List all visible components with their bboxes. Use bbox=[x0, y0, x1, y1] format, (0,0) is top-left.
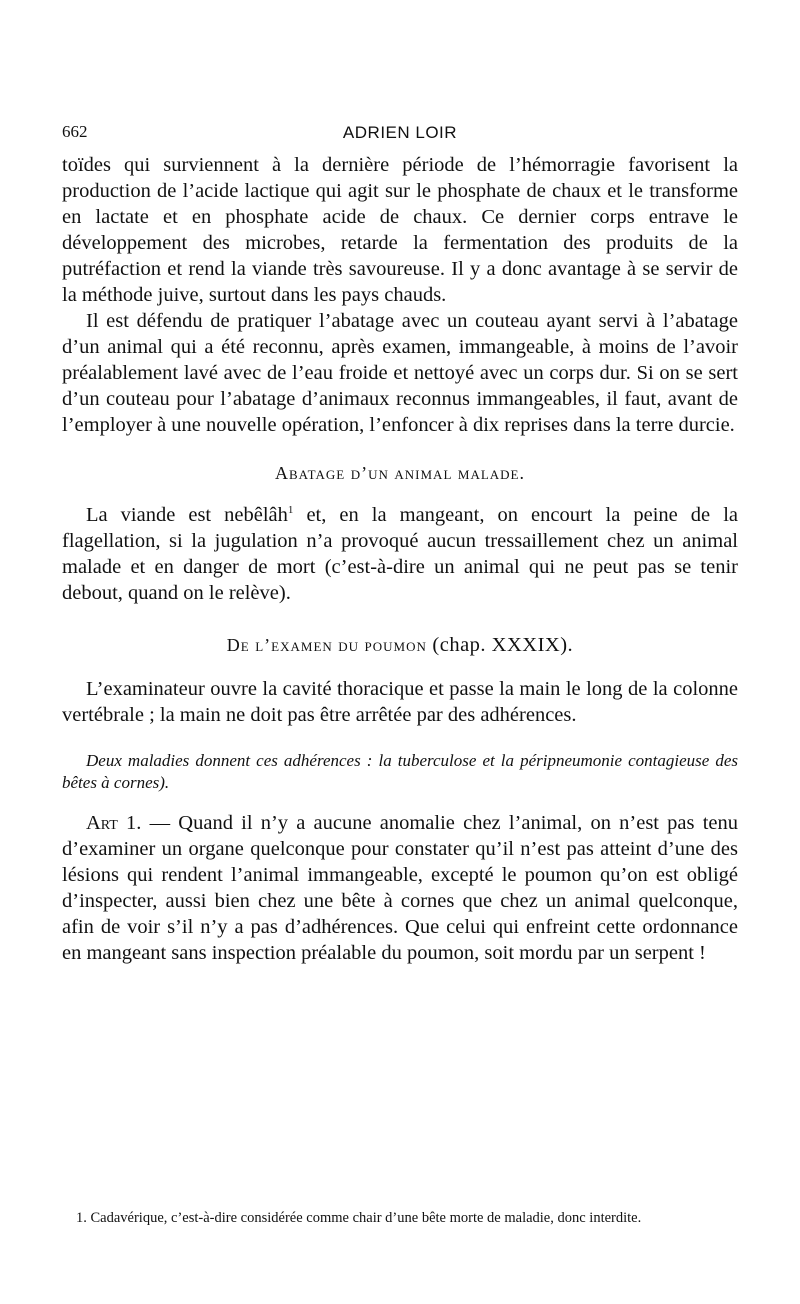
page-header bbox=[62, 118, 738, 152]
section-title-lung-exam bbox=[62, 632, 738, 658]
italic-note: Deux maladies donnent ces adhérences : la tuberculose et la péripneumonie contagieuse des bêtes à cornes). bbox=[62, 751, 738, 792]
footnote-reference[interactable]: 1 bbox=[287, 504, 294, 517]
article-1 bbox=[62, 810, 738, 966]
article-label: Art 1. bbox=[86, 812, 142, 834]
footnote-text: Cadavérique, c’est-à-dire considérée comme chair d’une bête morte de maladie, donc interdite. bbox=[86, 1210, 642, 1226]
paragraph-continuation: toïdes qui surviennent à la dernière période de l’hémorragie favorisent la production de l’acide lactique qui agit sur le phosphate de chaux et le transforme en lactate et en phosphate acide de chaux. Ce dernier corps entrave le développement des microbes, retarde la fermentation des produits de la putréfaction et rend la viande très savoureuse. Il y a donc avantage à se servir de la méthode juive, surtout dans les pays chauds. bbox=[62, 154, 738, 306]
nebelah-text-end: et, en la mangeant, on encourt la peine de la flagellation, si la jugulation n’a provoqué aucun tressaillement chez un animal malade et en danger de mort (c’est-à-dire un animal qui ne peut pas se tenir debout, quand on le relève). bbox=[62, 504, 738, 604]
section-title-lung-exam-text: De l’examen du poumon bbox=[226, 635, 427, 655]
section-title-sick-animal: Abatage d’un animal malade. bbox=[275, 463, 525, 483]
paragraph-knife-rule: Il est défendu de pratiquer l’abatage avec un couteau ayant servi à l’abatage d’un animal qui a été reconnu, après examen, immangeable, à moins de l’avoir préalablement lavé avec de l’eau froide et nettoyé avec un corps dur. Si on se sert d’un couteau pour l’abatage d’animaux reconnus immangeables, il faut, avant de l’employer à une nouvelle opération, l’enfoncer à dix reprises dans la terre durcie. bbox=[62, 310, 738, 436]
running-head: ADRIEN LOIR bbox=[342, 123, 458, 142]
chapter-reference: (chap. XXXIX). bbox=[432, 634, 574, 656]
article-text: — Quand il n’y a aucune anomalie chez l’animal, on n’est pas tenu d’examiner un organe quelconque pour constater qu’il n’est pas atteint d’une des lésions qui rendent l’animal immangeable, excepté le poumon qu’on est obligé d’inspecter, aussi bien chez une bête à cornes que chez un animal quelconque, afin de voir s’il n’y a pas d’adhérences. Que celui qui enfreint cette ordonnance en mangeant sans inspection préalable du poumon, soit mordu par un serpent ! bbox=[62, 812, 738, 964]
footnote-marker: 1. bbox=[76, 1210, 87, 1226]
page-number: 662 bbox=[62, 122, 88, 141]
footnote bbox=[62, 1210, 738, 1227]
nebelah-text-start: La viande est nebêlâh bbox=[86, 504, 288, 526]
paragraph-nebelah bbox=[62, 502, 738, 606]
paragraph-examiner: L’examinateur ouvre la cavité thoracique et passe la main le long de la colonne vertébrale ; la main ne doit pas être arrêtée par des adhérences. bbox=[62, 678, 738, 726]
book-page bbox=[62, 118, 738, 966]
